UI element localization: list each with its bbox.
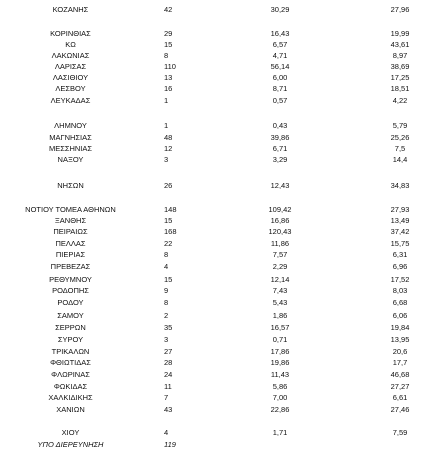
region-name: ΜΕΣΣΗΝΙΑΣ [48,144,93,153]
case-count: 110 [164,62,176,71]
case-count: 15 [164,40,173,49]
region-name: ΠΕΙΡΑΙΩΣ [53,227,88,236]
table-row [0,262,441,272]
case-count: 13 [164,73,173,82]
table-row [0,29,441,39]
value-col1: 3,29 [272,155,288,164]
value-col2: 25,26 [390,133,410,142]
region-name: ΧΑΝΙΩΝ [56,405,85,414]
case-count: 119 [164,440,176,449]
case-count: 15 [164,216,173,225]
case-count: 28 [164,358,173,367]
region-name: ΜΑΓΝΗΣΙΑΣ [49,133,92,142]
case-count: 35 [164,323,173,332]
table-row [0,347,441,357]
value-col2: 8,03 [392,286,408,295]
table-row [0,311,441,321]
region-name: ΦΩΚΙΔΑΣ [53,382,88,391]
value-col1: 6,71 [272,144,288,153]
value-col2: 17,7 [392,358,408,367]
case-count: 42 [164,5,173,14]
table-row [0,393,441,403]
value-col1: 0,43 [272,121,288,130]
value-col2: 19,84 [390,323,410,332]
table-row [0,239,441,249]
value-col2: 18,51 [390,84,410,93]
case-count: 8 [164,51,169,60]
region-name: ΠΡΕΒΕΖΑΣ [50,262,91,271]
region-name: ΠΙΕΡΙΑΣ [55,250,86,259]
case-count: 24 [164,370,173,379]
case-count: 2 [164,311,169,320]
value-col1: 7,00 [272,393,288,402]
value-col2: 43,61 [390,40,410,49]
case-count: 12 [164,144,173,153]
case-count: 11 [164,382,172,391]
table-row [0,216,441,226]
case-count: 1 [164,121,169,130]
value-col2: 34,83 [390,181,410,190]
value-col1: 22,86 [270,405,290,414]
region-name: ΝΑΞΟΥ [57,155,84,164]
value-col1: 19,86 [270,358,290,367]
table-row [0,144,441,154]
region-name: ΧΑΛΚΙΔΙΚΗΣ [48,393,93,402]
case-count: 3 [164,155,169,164]
value-col2: 6,68 [392,298,408,307]
value-col1: 4,71 [272,51,288,60]
value-col1: 5,86 [272,382,288,391]
table-row [0,121,441,131]
value-col1: 12,43 [270,181,290,190]
region-name: ΚΟΖΑΝΗΣ [52,5,89,14]
region-name: ΡΟΔΟΠΗΣ [52,286,89,295]
case-count: 9 [164,286,169,295]
case-count: 43 [164,405,173,414]
value-col1: 6,00 [272,73,288,82]
case-count: 3 [164,335,169,344]
table-row [0,181,441,191]
table-row [0,73,441,83]
value-col2: 13,49 [390,216,410,225]
value-col1: 6,57 [272,40,288,49]
value-col1: 1,71 [272,428,288,437]
value-col2: 17,52 [390,275,410,284]
region-name: ΥΠΟ ΔΙΕΡΕΥΝΗΣΗ [37,440,104,449]
region-name: ΚΩ [65,40,76,49]
region-name: ΠΕΛΛΑΣ [55,239,86,248]
table-row [0,227,441,237]
value-col2: 6,31 [392,250,408,259]
case-count: 7 [164,393,169,402]
value-col1: 1,86 [272,311,288,320]
value-col1: 109,42 [268,205,292,214]
case-count: 168 [164,227,177,236]
table-row [0,275,441,285]
case-count: 148 [164,205,177,214]
value-col2: 27,27 [390,382,410,391]
table-row [0,62,441,72]
case-count: 27 [164,347,173,356]
region-name: ΡΕΘΥΜΝΟΥ [49,275,92,284]
case-count: 26 [164,181,173,190]
case-count: 15 [164,275,173,284]
value-col2: 27,96 [390,5,410,14]
case-count: 4 [164,262,169,271]
value-col2: 6,61 [392,393,408,402]
table-row [0,96,441,106]
region-name: ΝΗΣΩΝ [57,181,84,190]
case-count: 22 [164,239,173,248]
value-col1: 5,43 [272,298,288,307]
value-col2: 46,68 [390,370,410,379]
value-col2: 5,79 [392,121,408,130]
table-row [0,298,441,308]
value-col1: 0,57 [272,96,288,105]
value-col1: 7,43 [272,286,288,295]
value-col2: 38,69 [390,62,410,71]
region-name: ΛΕΣΒΟΥ [55,84,86,93]
table-row [0,205,441,215]
value-col2: 19,99 [390,29,410,38]
table-row-under-investigation [0,440,441,450]
region-name: ΛΑΚΩΝΙΑΣ [51,51,90,60]
value-col1: 11,86 [270,239,290,248]
value-col2: 20,6 [392,347,408,356]
region-name: ΣΥΡΟΥ [57,335,84,344]
region-name: ΦΘΙΩΤΙΔΑΣ [50,358,91,367]
region-name: ΣΑΜΟΥ [57,311,84,320]
table-row [0,40,441,50]
region-name: ΦΛΩΡΙΝΑΣ [51,370,90,379]
value-col2: 4,22 [392,96,408,105]
region-name: ΡΟΔΟΥ [57,298,84,307]
value-col1: 16,43 [270,29,290,38]
table-row [0,428,441,438]
table-row [0,5,441,15]
table-row [0,358,441,368]
value-col1: 17,86 [270,347,290,356]
table-row [0,250,441,260]
region-name: ΚΟΡΙΝΘΙΑΣ [50,29,91,38]
table-row [0,155,441,165]
region-name: ΤΡΙΚΑΛΩΝ [51,347,90,356]
table-row [0,51,441,61]
value-col1: 12,14 [270,275,290,284]
case-count: 16 [164,84,173,93]
region-name: ΛΑΣΙΘΙΟΥ [52,73,89,82]
table-row [0,370,441,380]
case-count: 48 [164,133,173,142]
table-row [0,382,441,392]
value-col2: 6,06 [392,311,408,320]
region-name: ΣΕΡΡΩΝ [55,323,86,332]
region-name: ΛΗΜΝΟΥ [54,121,87,130]
table-row [0,286,441,296]
case-count: 8 [164,298,169,307]
value-col2: 14,4 [392,155,408,164]
value-col2: 7,5 [394,144,406,153]
case-count: 8 [164,250,169,259]
case-count: 29 [164,29,173,38]
table-row [0,84,441,94]
value-col1: 11,43 [270,370,290,379]
value-col1: 39,86 [270,133,290,142]
region-name: ΧΙΟΥ [61,428,80,437]
region-name: ΞΑΝΘΗΣ [54,216,87,225]
value-col1: 8,71 [272,84,288,93]
value-col2: 27,93 [390,205,410,214]
value-col1: 0,71 [272,335,288,344]
value-col2: 7,59 [392,428,408,437]
value-col1: 16,57 [270,323,290,332]
case-count: 4 [164,428,169,437]
table-row [0,323,441,333]
value-col2: 8,97 [392,51,408,60]
value-col2: 13,95 [390,335,410,344]
table-row [0,133,441,143]
table-row [0,335,441,345]
value-col2: 37,42 [390,227,410,236]
value-col2: 15,75 [390,239,410,248]
value-col1: 16,86 [270,216,290,225]
case-count: 1 [164,96,169,105]
value-col2: 27,46 [390,405,410,414]
value-col1: 30,29 [270,5,290,14]
region-name: ΛΑΡΙΣΑΣ [54,62,87,71]
table-row [0,405,441,415]
value-col1: 120,43 [268,227,292,236]
value-col2: 6,96 [392,262,408,271]
region-name: ΛΕΥΚΑΔΑΣ [50,96,91,105]
value-col1: 7,57 [272,250,288,259]
region-name: ΝΟΤΙΟΥ ΤΟΜΕΑ ΑΘΗΝΩΝ [25,205,116,214]
value-col2: 17,25 [390,73,410,82]
value-col1: 56,14 [270,62,290,71]
value-col1: 2,29 [272,262,288,271]
